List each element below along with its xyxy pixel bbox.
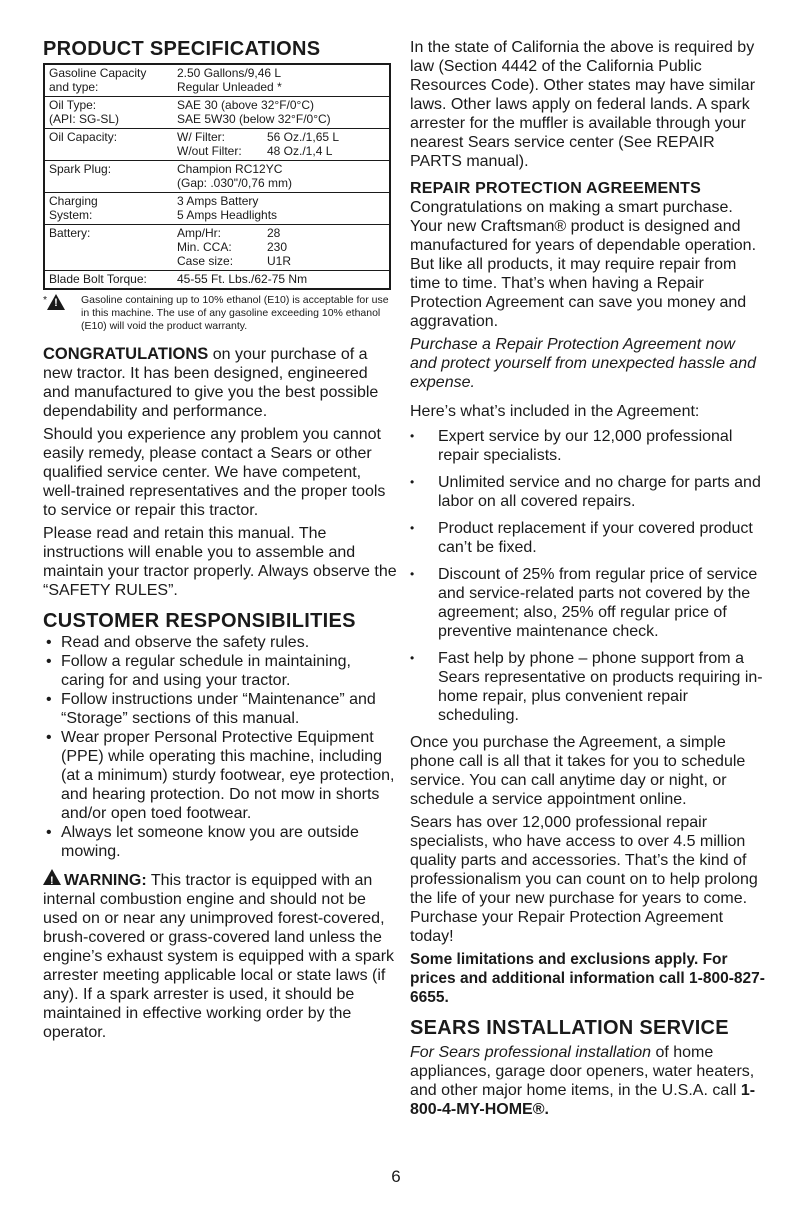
california-paragraph: In the state of California the above is required by law (Section 4442 of the California Public Resources Code). Other states may have similar laws. Other laws apply on federal lands. A spark arrester for the muffler is available through your nearest Sears service center (See REPAIR PARTS manual). [410,39,756,170]
spec-value: 28 [267,226,281,240]
list-item: • Expert service by our 12,000 professional repair specialists. [410,427,765,465]
installation-phone: 1-800-4-MY-HOME®. [410,1082,756,1118]
warning-lead: WARNING: [64,872,147,889]
spec-row-oil-capacity [45,129,389,161]
spec-value: Regular Unleaded * [177,80,282,94]
spec-key: W/ Filter: [177,130,225,144]
spec-value: 45-55 Ft. Lbs./62-75 Nm [177,272,308,286]
repair-protection-heading: REPAIR PROTECTION AGREEMENTS [410,180,701,197]
warning-triangle-icon: ! [43,869,61,885]
spec-value: 3 Amps Battery [177,194,259,208]
spec-row-spark-plug [45,161,389,193]
spec-value: SAE 5W30 (below 32°F/0°C) [177,112,331,126]
sears-specialists-paragraph: Sears has over 12,000 professional repair specialists, who have access to over 4.5 million quality parts and accessories. That’s the kind of professionalism you can count on to help prolong the life of your new purchase for years to come. Purchase your Repair Protection Agreement today! [410,814,758,945]
list-item: • Read and observe the safety rules. [43,633,398,652]
spec-value: 5 Amps Headlights [177,208,278,222]
congratulations-lead: CONGRATULATIONS [43,345,209,363]
page-number: 6 [391,1167,401,1186]
spec-label: Oil Type: [49,98,97,112]
list-item: • Fast help by phone – phone support from a Sears representative on products requiring in-home repair, plus convenient repair scheduling. [410,649,765,725]
spec-key: W/out Filter: [177,144,242,158]
spec-value: 230 [267,240,288,254]
spec-value: 2.50 Gallons/9,46 L [177,66,282,80]
spec-value: U1R [267,254,292,268]
list-item: • Wear proper Personal Protective Equipment (PPE) while operating this machine, including (at a minimum) sturdy footwear, eye protection, and hearing protection. Do not mow in shorts and/or open toed footwear. [43,728,398,823]
spec-value: Champion RC12YC [177,162,283,176]
warning-text: This tractor is equipped with an internal combustion engine and should not be used on or near any unimproved forest-covered, brush-covered or grass-covered land unless the engine’s exhaust system is equipped with a spark arrester meeting applicable local or state laws (if any). If a spark arrester is used, it should be maintained in effective working order by the operator. [43,872,395,1041]
spec-label: Spark Plug: [49,162,112,176]
warning-paragraph [43,869,398,1042]
spec-label: Battery: [49,226,91,240]
product-specifications-heading: PRODUCT SPECIFICATIONS [43,38,321,60]
limitations-notice: Some limitations and exclusions apply. For prices and additional information call 1-800-827-6655. [410,951,765,1006]
list-item: • Follow a regular schedule in maintaining, caring for and using your tractor. [43,652,398,690]
spec-row-blade-torque [45,271,389,288]
list-item: • Product replacement if your covered product can’t be fixed. [410,519,765,557]
left-column [43,38,398,1046]
spec-row-charging [45,193,389,225]
installation-service-heading: SEARS INSTALLATION SERVICE [410,1017,729,1039]
customer-responsibilities-heading: CUSTOMER RESPONSIBILITIES [43,610,356,632]
spec-label: and type: [49,80,99,94]
list-item: • Discount of 25% from regular price of service and service-related parts not covered by the agreement; also, 25% off regular price of preventive maintenance check. [410,565,765,641]
spec-row-battery [45,225,389,271]
gasoline-note-text: Gasoline containing up to 10% ethanol (E10) is acceptable for use in this machine. The use of any gasoline exceeding 10% ethanol (E10) will void the product warranty. [81,294,389,332]
customer-responsibilities-list [43,633,398,861]
spec-row-gasoline [45,65,389,97]
installation-italic: For Sears professional installation [410,1044,652,1061]
spec-label: Oil Capacity: [49,130,118,144]
agreement-inclusions-list [410,427,765,725]
congratulations-paragraph [43,345,398,421]
repair-protection-text: Congratulations on making a smart purchase. Your new Craftsman® product is designed and manufactured for years of dependable operation. But like all products, it may require repair from time to time. That’s when having a Repair Protection Agreement can save you money and aggravation. [410,199,757,330]
asterisk: * [43,294,48,306]
spec-label: Blade Bolt Torque: [49,272,147,286]
spec-value: SAE 30 (above 32°F/0°C) [177,98,314,112]
read-manual-paragraph: Please read and retain this manual. The instructions will enable you to assemble and maintain your tractor properly. Always observe the “SAFETY RULES”. [43,525,397,599]
spec-row-oil-type [45,97,389,129]
specifications-table [43,63,391,290]
list-item: • Unlimited service and no charge for parts and labor on all covered repairs. [410,473,765,511]
spec-key: Amp/Hr: [177,226,222,240]
list-item: • Always let someone know you are outside mowing. [43,823,398,861]
right-column [410,38,765,1123]
installation-text: of home appliances, garage door openers, water heaters, and other major home items, in the U.S.A. call [410,1044,755,1099]
spec-value: 56 Oz./1,65 L [267,130,340,144]
spec-key: Case size: [177,254,234,268]
spec-label: (API: SG-SL) [49,112,120,126]
spec-label: Gasoline Capacity [49,66,147,80]
spec-value: (Gap: .030"/0,76 mm) [177,176,292,190]
gasoline-note [43,294,398,333]
installation-paragraph [410,1043,765,1119]
warning-triangle-icon: ! [47,294,65,310]
included-intro: Here’s what’s included in the Agreement: [410,403,700,420]
repair-protection-italic: Purchase a Repair Protection Agreement now and protect yourself from unexpected hassle and expense. [410,336,756,391]
problem-paragraph: Should you experience any problem you cannot easily remedy, please contact a Sears or other qualified service center. We have competent, well-trained representatives and the proper tools to service or repair this tractor. [43,426,386,519]
spec-label: Charging [49,194,98,208]
spec-label: System: [49,208,93,222]
congratulations-text: on your purchase of a new tractor. It has been designed, engineered and manufactured to give you the best possible dependability and performance. [43,346,379,420]
schedule-paragraph: Once you purchase the Agreement, a simple phone call is all that it takes for you to schedule service. You can call anytime day or night, or schedule a service appointment online. [410,734,746,808]
spec-key: Min. CCA: [177,240,232,254]
list-item: • Follow instructions under “Maintenance” and “Storage” sections of this manual. [43,690,398,728]
spec-value: 48 Oz./1,4 L [267,144,333,158]
